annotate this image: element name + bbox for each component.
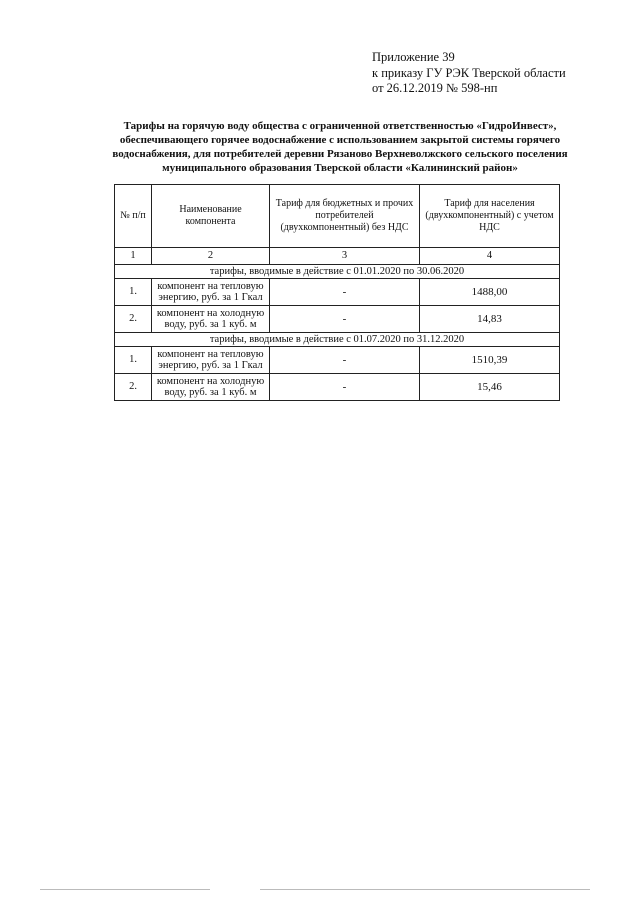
period-row bbox=[115, 333, 560, 347]
table-header-row bbox=[115, 185, 560, 248]
title-line: обеспечивающего горячее водоснабжение с использованием закрытой системы горячего bbox=[119, 134, 561, 146]
row-num: 2. bbox=[115, 306, 152, 333]
column-number: 1 bbox=[115, 248, 152, 265]
header-name: Наименование компонента bbox=[152, 185, 270, 248]
tariff-table bbox=[114, 184, 560, 401]
title-line: муниципального образования Тверской области «Калининский район» bbox=[162, 162, 518, 174]
column-number: 3 bbox=[270, 248, 420, 265]
title-line: Тарифы на горячую воду общества с ограниченной ответственностью «ГидроИнвест», bbox=[123, 120, 557, 132]
appendix-order: к приказу ГУ РЭК Тверской области bbox=[372, 65, 566, 80]
header-num: № п/п bbox=[115, 185, 152, 248]
row-num: 2. bbox=[115, 374, 152, 401]
table-row bbox=[115, 374, 560, 401]
appendix-number: Приложение 39 bbox=[372, 50, 455, 64]
column-number: 4 bbox=[420, 248, 560, 265]
column-number-row bbox=[115, 248, 560, 265]
row-name: компонент на холодную воду, руб. за 1 куб. м bbox=[152, 306, 270, 333]
row-name: компонент на тепловую энергию, руб. за 1 Гкал bbox=[152, 347, 270, 374]
table-row bbox=[115, 347, 560, 374]
header-budget: Тариф для бюджетных и прочих потребителей (двухкомпонентный) без НДС bbox=[270, 185, 420, 248]
row-population: 1510,39 bbox=[420, 347, 560, 374]
period-row bbox=[115, 265, 560, 279]
table-row bbox=[115, 279, 560, 306]
row-budget: - bbox=[270, 279, 420, 306]
row-budget: - bbox=[270, 306, 420, 333]
row-name: компонент на тепловую энергию, руб. за 1 Гкал bbox=[152, 279, 270, 306]
header-population: Тариф для населения (двухкомпонентный) с учетом НДС bbox=[420, 185, 560, 248]
row-budget: - bbox=[270, 347, 420, 374]
title-line: водоснабжения, для потребителей деревни Рязаново Верхневолжского сельского поселения bbox=[112, 148, 568, 160]
row-population: 15,46 bbox=[420, 374, 560, 401]
appendix-reference bbox=[372, 50, 566, 97]
scan-edge-line bbox=[40, 889, 210, 890]
row-name: компонент на холодную воду, руб. за 1 куб. м bbox=[152, 374, 270, 401]
scan-edge-line bbox=[260, 889, 590, 890]
row-population: 14,83 bbox=[420, 306, 560, 333]
column-number: 2 bbox=[152, 248, 270, 265]
period-label: тарифы, вводимые в действие с 01.01.2020 по 30.06.2020 bbox=[115, 265, 560, 279]
appendix-date: от 26.12.2019 № 598-нп bbox=[372, 81, 498, 95]
row-budget: - bbox=[270, 374, 420, 401]
row-population: 1488,00 bbox=[420, 279, 560, 306]
row-num: 1. bbox=[115, 347, 152, 374]
row-num: 1. bbox=[115, 279, 152, 306]
document-title bbox=[100, 119, 580, 175]
period-label: тарифы, вводимые в действие с 01.07.2020 по 31.12.2020 bbox=[115, 333, 560, 347]
table-row bbox=[115, 306, 560, 333]
